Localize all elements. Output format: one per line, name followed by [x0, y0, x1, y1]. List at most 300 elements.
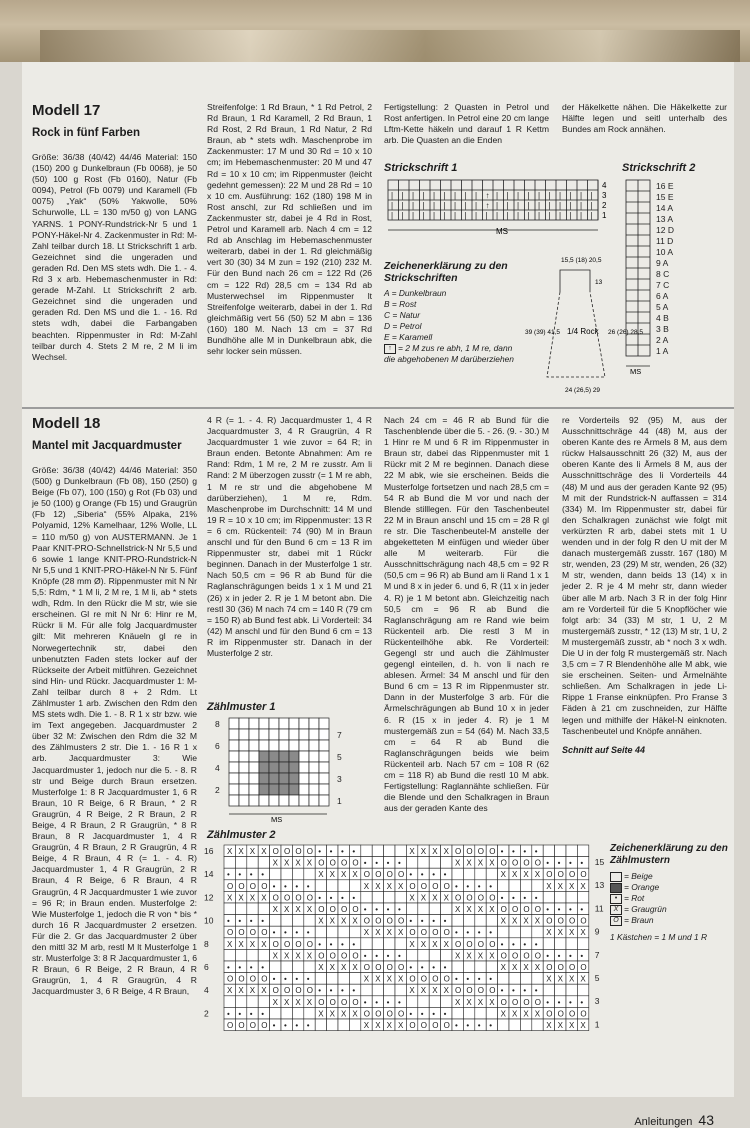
z2-cell-mark: X — [500, 963, 506, 972]
z2-cell-mark: X — [329, 870, 335, 880]
z2-cell-mark: X — [580, 928, 586, 938]
z2-cell-mark: X — [227, 939, 233, 949]
chart1-cell-mark: | — [464, 201, 467, 210]
chart2-row-label: 6 A — [656, 291, 669, 301]
section-modell-17 — [22, 102, 734, 432]
rot-dot-icon: • — [610, 894, 622, 904]
z2-row-right: 11 — [594, 903, 604, 914]
z1-cell — [319, 740, 329, 751]
z2-cell-mark: O — [569, 916, 576, 926]
z2-cell-mark: X — [523, 1009, 529, 1019]
m18-legend — [610, 841, 730, 943]
z1-cell — [229, 740, 239, 751]
z2-cell — [577, 845, 588, 857]
chart2-row-label: 10 A — [656, 247, 674, 257]
chart1-cell-mark: | — [422, 191, 425, 200]
decrease-icon: ↑ — [384, 344, 396, 354]
z2-cell-mark: X — [398, 1021, 404, 1030]
graugruen-x-icon: X — [610, 905, 622, 915]
z2-cell-mark: • — [443, 916, 447, 926]
z2-cell-mark: • — [398, 905, 401, 914]
z2-cell-mark: • — [489, 928, 493, 938]
z2-cell-mark: • — [534, 847, 538, 856]
orange-swatch-icon — [610, 883, 622, 893]
z2-row-left: 6 — [204, 962, 209, 972]
z2-cell-mark: • — [363, 858, 367, 868]
z2-cell-mark: • — [512, 893, 515, 903]
z2-cell-mark: X — [318, 963, 324, 972]
legend-c: C = Natur — [384, 310, 421, 320]
z2-cell-mark: X — [227, 847, 233, 856]
z2-cell-mark: • — [489, 1021, 493, 1030]
z2-cell-mark: O — [432, 881, 439, 891]
z1-cell — [239, 795, 249, 806]
z1-cell — [309, 740, 319, 751]
chart1-cell-mark: | — [454, 191, 457, 200]
z2-cell-mark: • — [512, 986, 515, 996]
z2-cell-mark: • — [352, 893, 356, 903]
z2-cell-mark: • — [352, 847, 356, 856]
chart1-grid — [384, 176, 624, 246]
z2-cell-mark: • — [500, 847, 504, 856]
z2-cell-mark: O — [489, 893, 496, 903]
z2-cell-mark: • — [375, 858, 379, 868]
z2-cell-mark: • — [580, 997, 584, 1007]
chart1-cell-mark: | — [433, 191, 436, 200]
z2-cell-mark: • — [477, 928, 481, 938]
z2-row-right: 9 — [594, 926, 600, 937]
z2-cell-mark: O — [489, 939, 496, 949]
z2-cell-mark: X — [569, 974, 575, 984]
z2-cell — [372, 845, 383, 857]
z2-cell — [532, 1019, 543, 1031]
z2-cell-mark: • — [523, 847, 527, 856]
z2-cell — [577, 891, 588, 903]
z2-cell-mark: X — [375, 1021, 381, 1030]
z2-cell-mark: O — [386, 963, 393, 972]
z2-cell-mark: O — [500, 905, 507, 914]
z1-cell — [269, 795, 279, 806]
z2-cell-mark: X — [284, 997, 290, 1007]
z2-cell-mark: X — [443, 847, 449, 856]
z1-cell — [229, 751, 239, 762]
chart2-row-label: 13 A — [656, 214, 674, 224]
z2-cell-mark: • — [318, 847, 322, 856]
z2-cell — [315, 1019, 326, 1031]
z2-cell-mark: O — [420, 974, 428, 984]
z2-cell — [349, 973, 360, 985]
z2-cell — [304, 868, 315, 880]
z2-cell-mark: X — [546, 881, 552, 891]
z2-cell — [349, 926, 360, 938]
legend-e: E = Karamell — [384, 332, 433, 342]
chart1-cell-mark: | — [496, 191, 499, 200]
z2-cell — [292, 961, 303, 973]
z1-cell — [269, 740, 279, 751]
z2-cell-mark: X — [432, 847, 438, 856]
z2-cell-mark: X — [534, 916, 541, 926]
z2-cell-mark: • — [318, 939, 322, 949]
z2-cell-mark: • — [466, 928, 470, 938]
chart1-cell-mark: | — [548, 201, 551, 210]
z2-cell-mark: X — [249, 986, 256, 996]
z1-cell — [309, 718, 319, 729]
z2-cell — [566, 845, 577, 857]
z2-cell-mark: • — [249, 916, 253, 926]
z2-cell — [349, 880, 360, 892]
z2-cell-mark: • — [227, 916, 230, 926]
z2-cell-mark: X — [249, 893, 256, 903]
z2-cell-mark: X — [261, 847, 267, 856]
z1-cell — [319, 729, 329, 740]
chart1-cell-mark: | — [517, 211, 520, 220]
m17-title: Modell 17 — [32, 102, 101, 119]
z2-cell-mark: X — [375, 881, 381, 891]
z2-cell-mark: O — [466, 847, 473, 856]
z2-cell-mark: • — [546, 951, 550, 961]
z2-cell — [224, 857, 235, 869]
z2-cell — [292, 868, 303, 880]
z2-cell — [270, 961, 281, 973]
chart1-row-3: 3 — [602, 191, 607, 200]
z2-cell-mark: X — [272, 997, 278, 1007]
z2-cell-mark: O — [569, 963, 576, 972]
z2-cell-mark: O — [409, 974, 416, 984]
z2-cell — [361, 938, 372, 950]
z2-cell — [270, 915, 281, 927]
z2-cell-mark: O — [409, 881, 416, 891]
z2-cell — [463, 961, 474, 973]
z2-cell-mark: X — [398, 881, 404, 891]
legend-rot: • = Rot — [610, 893, 730, 904]
chart1-cell-mark: | — [401, 191, 404, 200]
z1-cell — [239, 718, 249, 729]
z2-cell-mark: O — [352, 951, 359, 961]
z2-cell-mark: • — [432, 1009, 436, 1019]
z2-cell — [520, 973, 531, 985]
z2-cell-mark: • — [341, 939, 344, 949]
z1-cell — [289, 729, 299, 740]
z2-cell-mark: • — [386, 951, 390, 961]
z2-cell-mark: • — [523, 939, 527, 949]
z2-cell-mark: O — [295, 893, 302, 903]
page-footer — [634, 1112, 714, 1128]
chart1-cell-mark: | — [538, 201, 541, 210]
z2-cell-mark: X — [375, 928, 381, 938]
z2-cell — [452, 1007, 463, 1019]
m17-text-1: Größe: 36/38 (40/42) 44/46 Material: 150 (150) 200 g Dunkelbraun (Fb 0068), je 50 (50) 100 g Rost (Fb 0160), Natur (Fb 0094), Petrol (Fb 0079) und Karamell (Fb 0075) „Yak“ (50% Yakwolle, 50% Schurwolle, LL = 130 m/50 g) von LANG YARNS. 1 PONY-Rundstrick-Nr 5 und 1 PONY-Häkel-Nr 4. Zackenmuster in Rd: M-Zahl teilbar durch 18. Lt Strickschrift 1 arb. Gezeichnet sind die ungeraden und geraden Rd. Den MS stets wdh. Die 1. - 4. Rd 3 x arb. Hebemaschenmuster in Rd: gerade M-Zahl. Lt Strickschrift 2 arb. Gezeichnet sind die ungeraden und geraden Rd. Den MS und die 1. - 16. Rd stets wdh, dabei die Farbangaben beachten. Rippenmuster in Rd: M-Zahl teilbar durch 4. Stets 2 M re, 2 M li im Wechsel. — [32, 152, 197, 362]
z2-cell — [224, 949, 235, 961]
z1-cell — [299, 740, 309, 751]
chart1-cell-mark: | — [569, 211, 572, 220]
z1-cell — [279, 740, 289, 751]
z2-cell-mark: X — [443, 893, 449, 903]
z2-cell-mark: O — [455, 847, 462, 856]
m18-title: Modell 18 — [32, 415, 101, 432]
z2-cell-mark: O — [329, 997, 336, 1007]
z2-cell — [475, 1007, 486, 1019]
z2-cell-mark: X — [534, 963, 541, 972]
z2-cell — [441, 949, 452, 961]
z2-cell-mark: O — [341, 858, 348, 868]
z1-cell — [269, 773, 279, 784]
z2-cell-mark: X — [238, 847, 244, 856]
z1-row-right: 5 — [337, 752, 342, 762]
chart1-cell-mark: | — [401, 201, 404, 210]
z1-cell — [319, 751, 329, 762]
schem-size: 1/4 Rock — [567, 327, 599, 336]
z2-cell-mark: X — [534, 870, 541, 880]
z2-cell-mark: • — [546, 997, 550, 1007]
z2-cell-mark: X — [546, 928, 552, 938]
z2-cell-mark: X — [489, 905, 495, 914]
m18-text-1: Größe: 36/38 (40/42) 44/46 Material: 350 (500) g Dunkelbraun (Fb 08), 150 (250) g Beige (Fb 07), 100 (150) g Rot (Fb 03) und je 50 (100) g Orange (Fb 15) und Graugrün (Fb 12) „Siberia“ (55% Alpaka, 21% Polyamid, 12% Kamelhaar, 12% Wolle, LL = 110 m/50 g) von AUSTERMANN. Je 1 Paar KNIT-PRO-Schnellstrick-N Nr 5,5 und 6 sowie 1 lange KNIT-PRO-Rundstrick-N Nr 5,5 und 1 KNIT-PRO-Häkel-N Nr 5. Fünf Knöpfe (28 mm Ø). Rippenmuster mit N Nr 5,5: Rdm, * 1 M li, 2 M re, 1 M li, ab * stets wdh, Rdm. In den Rückr die M str, wie sie erscheinen. Gl re mit N Nr 6: Hinr re M, Rückr li M. Für alle folg Jacquardmuster gilt: Mit mehreren Knäueln gl re in Norwegertechnik str, dabei den unbenutzten Faden stets locker auf der Rückseite der Arbeit mitführen. Gezeichnet sind Hin- und Rückr. Jacquardmuster 1: M-Zahl teilbar durch 8 + 2 Rdm. Lt Zählmuster 1 arb. Zwischen den Rdm den MS stets wdh. Die 1. - 8. R 1 x str bzw. wie im Text angegeben. Jacquardmuster 2 über 32 M: Zwischen den Rdm die 32 M des Zählmusters 2 str. Die 1. - 16 R 1 x arb. Jacquardmuster 3: Wie Jacquardmuster 1, jedoch nur die 5. - 8. R str und Beige durch Braun ersetzen. Musterfolge 1: 8 R Jacquardmuster 1, 6 R Braun, 10 R Beige, 6 R Braun, * 2 R Graugrün, 4 R Beige, 2 R Braun, 2 R Beige, 4 R Braun, 2 R Graugrün, * 8 R Braun, 8 R Jacquardmuster 1, 4 R Graugrün, 4 R Braun, 2 R Graugrün, 4 R Beige, 4 R Braun, 4 R (= 1. - 4. R) Jacquardmuster 1, 4 R Graugrün, 2 R Braun, 4 R Beige, 6 R Braun, 4 R Graugrün, 4 R Jacquardmuster 1 wie zuvor = 96 R; in Braun enden. Musterfolge 2: Wie Musterfolge 1, jedoch die R von * bis * durch 16 R Jacquardmuster 2 ersetzen. Für die 2. Gr das Jacquardmuster 2 über den mittl 32 M arb, restl M lt Musterfolge 1 str. Musterfolge 3: 8 R Jacquardmuster 1, 6 R Braun, 6 R Beige, 2 R Braun, 4 R Graugrün, 1, 4 R Graugrün, 4 R Jacquardmuster 3, 6 R Beige, 4 R Braun, — [32, 465, 197, 997]
z2-cell-mark: X — [409, 847, 415, 856]
z2-cell-mark: O — [375, 1009, 382, 1019]
z1-cell — [269, 729, 279, 740]
m18-col2 — [207, 415, 372, 659]
m18-text-3: Nach 24 cm = 46 R ab Bund für die Taschenblende über die 5. - 26. (9. - 30.) M 1 Hinr re M und 6 R im Rippenmuster in Braun str, dabei das Rippenmuster mit 1 Rückr mit 2 M re beginnen. Danach diese 22 M abk, wie sie erscheinen. Beids die Musterfolge fortsetzen und nach 28,5 cm = 54 R ab Bund die M vor und nach der Blende stilllegen. Für den Taschenbeutel 22 M in Braun anschl und 15 cm = 28 R gl re str. Die Taschenbeutel-M anstelle der abgeketteten M einfügen und wieder über alle M weiterarb. Für die Ausschnittschrägung nach 48,5 cm = 92 R (50,5 cm = 96 R) ab Bund am li Rand 1 x 1 M und 8 x in jeder 6. und 6, R (11 x in jeder 4. R) je 1 M betont abn. Gleichzeitig nach 50,5 cm = 96 R ab Bund die Raglanschrägung am re Rand wie beim Rückenteil arb. Die restl 3 M in Rückenteilhöhe abk. Re Vorderteil: Gegengl str und auch die Zählmuster gegengl einteilen, d. h. von li nach re ablesen. Ärmel: 34 M anschl und für den Bund 6 cm = 13 R im Rippenmuster str. Dann in der Musterfolge 3 arb. Für die Ärmelschrägungen ab Bund 10 x in jeder 6. R (15 x in jeder 4. R) je 1 M mustergemäß zun = 54 (64) M. Nach 33,5 cm = 64 R ab Bund die Raglanschrägungen beids wie beim Rückenteil arb. Nach 57 cm = 108 R (62 cm = 118 R) ab Bund die restl 10 M abk. Fertigstellung: Raglannähte schließen. Für die Blende und den Schalkragen in Braun aus der geraden Kante des — [384, 415, 549, 814]
z1-cell — [239, 751, 249, 762]
z2-cell — [418, 857, 429, 869]
z2-cell-mark: • — [500, 939, 504, 949]
chart1-cell-mark: | — [391, 191, 394, 200]
chart1-cell-mark: | — [527, 201, 530, 210]
z2-cell-mark: X — [455, 905, 461, 914]
m17-text-2: Streifenfolge: 1 Rd Braun, * 1 Rd Petrol, 2 Rd Braun, 1 Rd Karamell, 2 Rd Braun, 1 Rd Rost, 2 Rd Braun, 1 Rd Natur, 2 Rd Braun, ab * stets wdh. Maschenprobe im Zackenmuster: 17 M und 30 Rd = 10 x 10 cm; im Hebemaschenmuster: 20 M und 47 Rd = 10 x 10 cm; im Rippenmuster (leicht gedehnt gemessen): 22 M und 28 Rd = 10 x 10 cm. Ausführung: 162 (180) 198 M in Rost anschl, zur Rd schließen und im Zackenmuster str, dabei je 4 Rd in Rost, Petrol und Karamell arb. Nach 4 cm = 12 Rd ab Anschlag im Hebemaschenmuster weiterarb, dabei in der 1. Rd gleichmäßig vert 30 (30) 34 M zun = 192 (210) 232 M. Für den Bund nach 26 cm = 122 Rd (26 cm = 122 Rd) 28,5 cm = 134 Rd ab Musterwechsel im Rippenmuster lt Streifenfolge weiterarb, dabei in der 1. Rd gleichmäßig vert 56 (50) 52 M abn = 136 (160) 180 M. Nach 13 cm = 37 Rd Bundhöhe alle M in Dunkelbraun abk, die sehr locker sein müssen. — [207, 102, 372, 357]
z2-cell-mark: O — [432, 974, 439, 984]
z2-cell-mark: O — [420, 928, 428, 938]
chart2-row-label: 5 A — [656, 302, 669, 312]
z1-cell — [319, 762, 329, 773]
z2-cell-mark: O — [455, 939, 462, 949]
z1-cell — [249, 762, 259, 773]
legend-beige: = Beige — [610, 871, 730, 882]
footer-label: Anleitungen — [634, 1116, 693, 1128]
z2-cell-mark: X — [489, 997, 495, 1007]
z2-cell-mark: O — [272, 893, 279, 903]
chart1-cell-mark: | — [580, 191, 583, 200]
z2-cell-mark: O — [306, 893, 314, 903]
z2-cell-mark: • — [386, 997, 390, 1007]
z2-cell-mark: X — [455, 858, 461, 868]
z2-cell-mark: X — [523, 963, 529, 972]
z2-cell-mark: O — [580, 916, 587, 926]
z1-cell — [289, 751, 299, 762]
z2-cell-mark: X — [329, 1009, 335, 1019]
z2-cell-mark: • — [455, 1021, 458, 1030]
z2-cell-mark: • — [249, 1009, 253, 1019]
z2-cell-mark: • — [306, 1021, 310, 1030]
z2-cell — [463, 868, 474, 880]
m17-legend — [384, 258, 524, 365]
z2-cell-mark: • — [329, 893, 333, 903]
chart1-cell-mark: | — [454, 211, 457, 220]
m18-col3 — [384, 415, 549, 814]
z2-cell-mark: O — [227, 928, 234, 938]
chart1-cell-mark: | — [506, 191, 509, 200]
z2-cell-mark: X — [420, 939, 427, 949]
z2-cell-mark: O — [363, 1009, 371, 1019]
z2-cell — [372, 938, 383, 950]
z1-cell — [289, 773, 299, 784]
z2-row-right: 13 — [594, 880, 605, 891]
photo-strip — [40, 30, 740, 62]
z2-cell-mark: O — [386, 870, 393, 880]
z2-cell-mark: O — [420, 881, 428, 891]
z2-cell-mark: O — [295, 939, 302, 949]
z2-cell-mark: O — [432, 928, 439, 938]
z2-cell — [429, 857, 440, 869]
z2-cell-mark: X — [375, 974, 381, 984]
chart2-row-label: 8 C — [656, 269, 670, 279]
chart2-row-label: 15 E — [656, 192, 674, 202]
z1-cell — [279, 795, 289, 806]
z2-cell-mark: X — [455, 997, 461, 1007]
z2-cell-mark: X — [329, 963, 335, 972]
z2-cell-mark: X — [306, 951, 313, 961]
z2-cell-mark: O — [580, 1009, 587, 1019]
chart1-cell-mark: | — [559, 191, 562, 200]
z2-cell-mark: O — [500, 858, 507, 868]
z2-cell-mark: O — [557, 963, 564, 972]
z2-cell — [441, 857, 452, 869]
chart1-cell-mark: | — [559, 211, 562, 220]
chart1-cell-mark: | — [412, 191, 415, 200]
z2-cell-mark: X — [227, 893, 233, 903]
m17-subtitle: Rock in fünf Farben — [32, 127, 140, 139]
z2-cell-mark: O — [238, 928, 245, 938]
z2-cell-mark: X — [500, 870, 506, 880]
z2-cell — [258, 903, 269, 915]
z2-cell-mark: • — [352, 986, 356, 996]
m17-col1 — [32, 102, 197, 363]
z2-cell-mark: O — [261, 928, 268, 938]
schem-waist: 13 — [595, 279, 603, 286]
z2-cell-mark: O — [284, 986, 291, 996]
z2-cell-mark: X — [386, 1021, 392, 1030]
z2-cell-mark: • — [249, 870, 253, 880]
z2-cell-mark: O — [477, 986, 485, 996]
z2-cell-mark: O — [455, 986, 462, 996]
z2-cell-mark: X — [466, 951, 472, 961]
m18-col4 — [562, 415, 727, 756]
z2-cell-mark: O — [329, 858, 336, 868]
z1-cell — [229, 729, 239, 740]
z2-cell-mark: • — [238, 916, 242, 926]
z1-cell — [249, 740, 259, 751]
z1-cell — [229, 718, 239, 729]
z1-row-right: 7 — [337, 730, 342, 740]
z2-row-left: 16 — [204, 846, 214, 856]
z2-cell-mark: O — [466, 939, 473, 949]
z2-cell-mark: X — [295, 951, 301, 961]
z2-cell — [304, 915, 315, 927]
chart1-cell-mark: | — [422, 201, 425, 210]
z2-cell-mark: • — [546, 905, 550, 914]
z2-cell-mark: X — [295, 905, 301, 914]
z2-cell-mark: X — [432, 939, 438, 949]
z2-cell-mark: • — [443, 963, 447, 972]
z2-cell-mark: • — [455, 974, 458, 984]
z2-cell-mark: O — [477, 893, 485, 903]
chart1-row-2: 2 — [602, 201, 607, 210]
z2-cell-mark: • — [477, 881, 481, 891]
chart1-ms-label: MS — [496, 227, 508, 236]
z2-cell — [555, 845, 566, 857]
legend-symbol: ↑ = 2 M zus re abh, 1 M re, dann die abgehobenen M darüberziehen — [384, 343, 514, 364]
legend-d: D = Petrol — [384, 321, 422, 331]
m17-col2 — [207, 102, 372, 357]
z1-cell — [319, 718, 329, 729]
z1-cell — [299, 762, 309, 773]
z2-cell — [292, 1007, 303, 1019]
schnitt-ref: Schnitt auf Seite 44 — [562, 744, 646, 755]
z2-cell-mark: • — [306, 974, 310, 984]
z2-cell-mark: • — [329, 986, 333, 996]
z2-cell — [543, 891, 554, 903]
z2-cell — [258, 857, 269, 869]
z1-cell — [299, 729, 309, 740]
z2-cell-mark: • — [375, 905, 379, 914]
z2-cell-mark: X — [466, 905, 472, 914]
z2-cell-mark: X — [261, 893, 267, 903]
z2-cell — [577, 984, 588, 996]
z1-cell — [299, 718, 309, 729]
z2-cell-mark: • — [580, 905, 584, 914]
section-modell-18 — [22, 407, 734, 1089]
z2-cell-mark: O — [363, 916, 371, 926]
z2-cell-mark: • — [295, 1021, 299, 1030]
chart1-cell-mark: | — [569, 191, 572, 200]
z2-cell-mark: • — [569, 951, 572, 961]
z2-cell-mark: O — [227, 974, 234, 984]
header-photo — [0, 0, 750, 62]
schem-bottom: 24 (26,5) 29 — [565, 387, 601, 394]
z2-cell-mark: X — [318, 1009, 324, 1019]
z2-cell-mark: • — [272, 928, 276, 938]
chart1-cell-mark: | — [433, 201, 436, 210]
z1-cell — [239, 729, 249, 740]
z2-cell — [315, 926, 326, 938]
z2-cell-mark: O — [227, 881, 234, 891]
chart1-row-4: 4 — [602, 181, 607, 190]
z2-cell-mark: X — [443, 986, 449, 996]
z2-cell — [361, 845, 372, 857]
z2-cell — [304, 961, 315, 973]
z2-cell-mark: O — [489, 986, 496, 996]
schem-right: 26 (26) 28,5 — [608, 329, 644, 336]
chart1-cell-mark: | — [538, 191, 541, 200]
z2-row-right: 5 — [594, 973, 600, 983]
z2-cell — [452, 961, 463, 973]
z2-cell-mark: • — [432, 870, 436, 880]
z2-cell-mark: X — [420, 986, 427, 996]
z2-cell-mark: O — [466, 986, 473, 996]
z2-cell-mark: O — [386, 916, 393, 926]
z1-cell — [279, 718, 289, 729]
schem-left: 39 (39) 41,5 — [525, 329, 561, 336]
z2-cell — [406, 903, 417, 915]
z1-cell — [289, 795, 299, 806]
z2-cell-mark: O — [546, 1009, 553, 1019]
z2-cell — [520, 926, 531, 938]
z2-cell-mark: O — [477, 847, 485, 856]
chart1-cell-mark: | — [391, 201, 394, 210]
z2-cell-mark: O — [466, 893, 473, 903]
z2-cell-mark: • — [284, 1021, 287, 1030]
z2-cell-mark: O — [295, 986, 302, 996]
